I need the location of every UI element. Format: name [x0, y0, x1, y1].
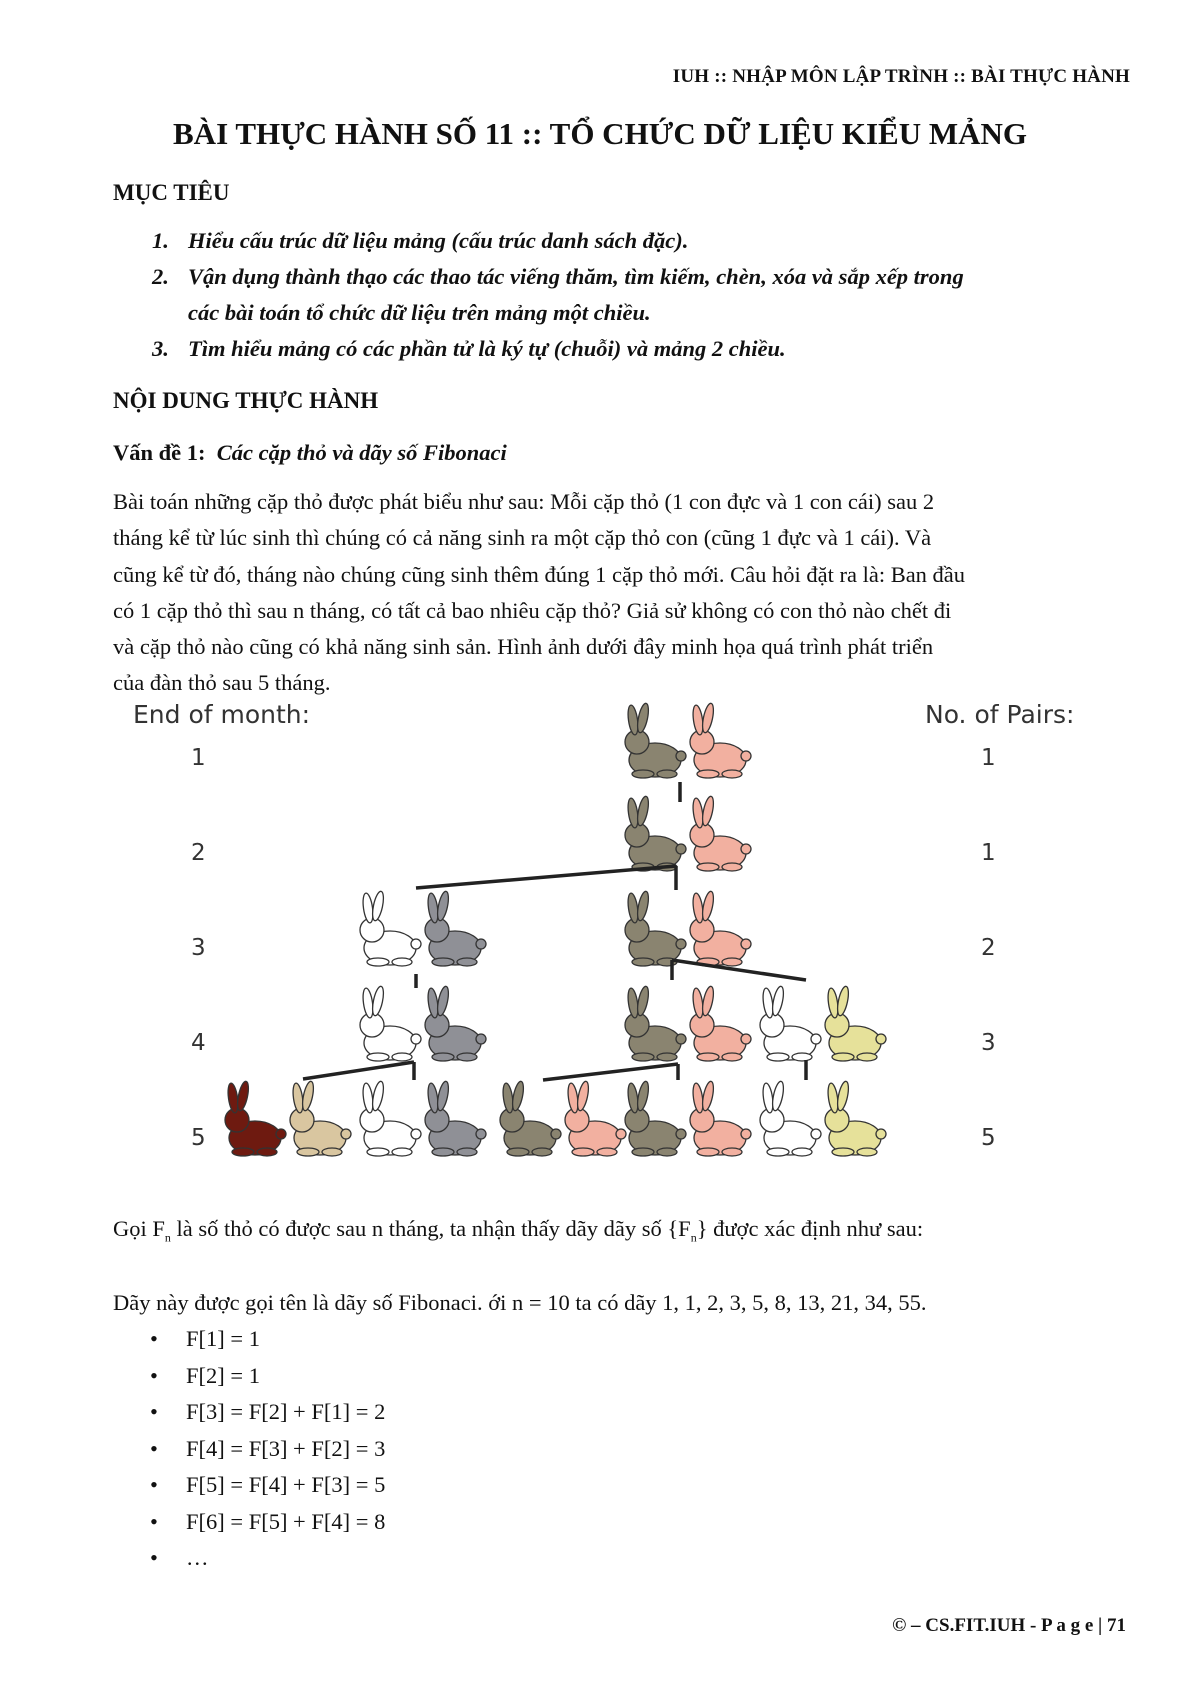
running-header: IUH :: NHẬP MÔN LẬP TRÌNH :: BÀI THỰC HÀNH: [672, 66, 1130, 87]
rabbit-icon: [760, 985, 821, 1061]
month-label: 5: [191, 1125, 206, 1151]
rabbit-icon: [360, 985, 421, 1061]
page-title: BÀI THỰC HÀNH SỐ 11 :: TỔ CHỨC DỮ LIỆU KIỂU MẢNG: [173, 116, 1027, 151]
paragraph-line: và cặp thỏ nào cũng có khả năng sinh sản. Hình ảnh dưới đây minh họa quá trình phát triển: [113, 634, 934, 660]
rabbit-icon: [425, 890, 486, 966]
problem-label: Vấn đề 1:: [113, 440, 206, 465]
pairs-count: 3: [981, 1030, 996, 1056]
rabbit-icon: [500, 1080, 561, 1156]
rabbit-icon: [625, 985, 686, 1061]
rabbit-icon: [825, 1080, 886, 1156]
pairs-count: 2: [981, 935, 996, 961]
rabbit-icon: [425, 985, 486, 1061]
lineage-line: [543, 1064, 678, 1080]
intro-text-a: Gọi F: [113, 1216, 165, 1241]
rabbit-icon: [360, 1080, 421, 1156]
objective-item-3: [152, 336, 786, 362]
objective-number: 3.: [152, 336, 169, 361]
lineage-line: [416, 866, 676, 888]
rabbit-icon: [760, 1080, 821, 1156]
problem-heading: [113, 440, 507, 466]
bullet-symbol: •: [150, 1472, 158, 1497]
list-item-text: …: [186, 1545, 209, 1570]
paragraph-line: của đàn thỏ sau 5 tháng.: [113, 670, 331, 696]
fibonacci-intro-line: [113, 1216, 923, 1246]
pairs-count: 5: [981, 1125, 996, 1151]
paragraph-line: tháng kể từ lúc sinh thì chúng có cả năng sinh ra một cặp thỏ con (cũng 1 đực và 1 cái). Và: [113, 525, 932, 551]
subscript-n: n: [164, 1230, 171, 1245]
rabbit-icon: [690, 890, 751, 966]
page-footer: © – CS.FIT.IUH - P a g e | 71: [892, 1615, 1126, 1636]
figure-right-header: No. of Pairs:: [925, 700, 1075, 729]
list-item-text: F[6] = F[5] + F[4] = 8: [186, 1508, 386, 1534]
paragraph-line: cũng kể từ đó, tháng nào chúng cũng sinh thêm đúng 1 cặp thỏ mới. Câu hỏi đặt ra là: Ban đầu: [113, 561, 966, 587]
rabbit-icon: [565, 1080, 626, 1156]
bullet-symbol: •: [150, 1362, 158, 1388]
rabbit-group: [225, 702, 886, 1156]
objectives-heading: MỤC TIÊU: [113, 180, 230, 205]
figure-left-header: End of month:: [133, 700, 311, 729]
rabbit-icon: [625, 795, 686, 871]
intro-text-c: } được xác định như sau:: [696, 1216, 924, 1241]
list-item-text: F[1] = 1: [186, 1326, 260, 1351]
rabbit-icon: [690, 1080, 751, 1156]
objective-text: Hiểu cấu trúc dữ liệu mảng (cấu trúc danh sách đặc).: [188, 228, 689, 253]
month-label: 2: [191, 840, 206, 866]
rabbit-tree-illustration: [113, 690, 1113, 1190]
objective-item-2-continued: [188, 300, 651, 326]
intro-text-b: là số thỏ có được sau n tháng, ta nhận thấy dãy dãy số {F: [170, 1216, 691, 1241]
paragraph-line: Bài toán những cặp thỏ được phát biểu như sau: Mỗi cặp thỏ (1 con đực và 1 con cái) sau 2: [113, 489, 935, 514]
list-item-text: F[2] = 1: [186, 1362, 260, 1388]
content-heading: NỘI DUNG THỰC HÀNH: [113, 388, 379, 413]
paragraph-line: có 1 cặp thỏ thì sau n tháng, có tất cả bao nhiêu cặp thỏ? Giả sử không có con thỏ nào chết đi: [113, 597, 952, 623]
bullet-symbol: •: [150, 1326, 158, 1351]
rabbit-icon: [625, 702, 686, 778]
list-item-text: F[4] = F[3] + F[2] = 3: [186, 1435, 386, 1461]
rabbit-icon: [825, 985, 886, 1061]
bullet-symbol: •: [150, 1399, 158, 1424]
month-label: 1: [191, 745, 206, 771]
rabbit-icon: [290, 1080, 351, 1156]
month-label: 3: [191, 935, 206, 961]
rabbit-icon: [690, 795, 751, 871]
objective-item-1: [152, 228, 689, 254]
month-label: 4: [191, 1030, 206, 1056]
problem-paragraph: [113, 484, 1113, 702]
rabbit-figure: [113, 690, 1113, 1190]
rabbit-icon: [690, 985, 751, 1061]
objective-number: 1.: [152, 228, 169, 253]
pairs-count: 1: [981, 745, 996, 771]
rabbit-icon: [690, 702, 751, 778]
rabbit-icon: [625, 890, 686, 966]
rabbit-icon: [360, 890, 421, 966]
lineage-line: [303, 1062, 414, 1079]
objective-item-2: [152, 264, 964, 290]
bullet-symbol: •: [150, 1545, 158, 1570]
objective-text: Vận dụng thành thạo các thao tác viếng thăm, tìm kiếm, chèn, xóa và sắp xếp trong: [188, 264, 964, 289]
fibonacci-definition-line: Dãy này được gọi tên là dãy số Fibonaci. ới n = 10 ta có dãy 1, 1, 2, 3, 5, 8, 13, 21, 34, 55.: [113, 1290, 927, 1315]
pairs-count: 1: [981, 840, 996, 866]
bullet-symbol: •: [150, 1435, 158, 1461]
subscript-n: n: [690, 1230, 697, 1245]
list-item-text: F[3] = F[2] + F[1] = 2: [186, 1399, 386, 1424]
rabbit-icon: [225, 1080, 286, 1156]
problem-title: Các cặp thỏ và dãy số Fibonaci: [216, 440, 507, 465]
objective-number: 2.: [152, 264, 169, 289]
list-item-text: F[5] = F[4] + F[3] = 5: [186, 1472, 386, 1497]
rabbit-icon: [625, 1080, 686, 1156]
objective-text: Tìm hiểu mảng có các phần tử là ký tự (chuỗi) và mảng 2 chiều.: [188, 336, 786, 361]
rabbit-icon: [425, 1080, 486, 1156]
objective-text: các bài toán tổ chức dữ liệu trên mảng một chiều.: [188, 300, 651, 325]
bullet-symbol: •: [150, 1508, 158, 1534]
